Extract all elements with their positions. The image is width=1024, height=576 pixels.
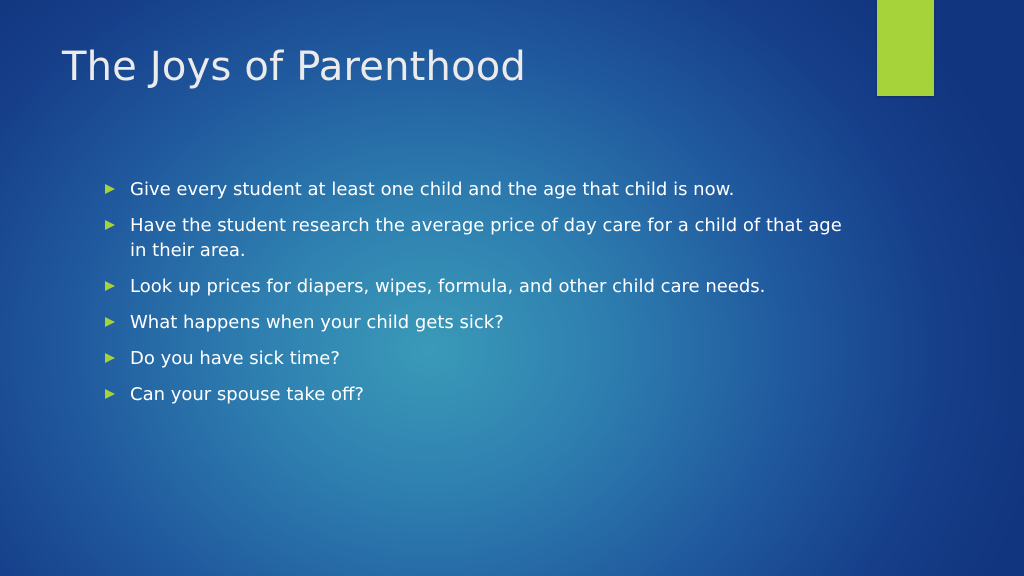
- triangle-right-icon: [105, 184, 115, 194]
- bullet-list: [101, 177, 861, 418]
- bullet-text: Do you have sick time?: [130, 348, 340, 369]
- triangle-right-icon: [105, 389, 115, 399]
- triangle-right-icon: [105, 281, 115, 291]
- bullet-item: [101, 346, 861, 371]
- slide-title: The Joys of Parenthood: [62, 44, 527, 90]
- triangle-right-icon: [105, 317, 115, 327]
- bullet-item: [101, 274, 861, 299]
- bullet-text: What happens when your child gets sick?: [130, 312, 504, 333]
- bullet-text: Look up prices for diapers, wipes, formula, and other child care needs.: [130, 276, 766, 297]
- bullet-item: [101, 177, 861, 202]
- accent-tab: [877, 0, 934, 96]
- triangle-right-icon: [105, 220, 115, 230]
- bullet-item: [101, 382, 861, 407]
- bullet-item: [101, 213, 861, 263]
- bullet-text: Give every student at least one child and the age that child is now.: [130, 179, 735, 200]
- triangle-right-icon: [105, 353, 115, 363]
- bullet-item: [101, 310, 861, 335]
- bullet-text: Can your spouse take off?: [130, 384, 364, 405]
- bullet-text: Have the student research the average price of day care for a child of that age in their area.: [130, 215, 842, 261]
